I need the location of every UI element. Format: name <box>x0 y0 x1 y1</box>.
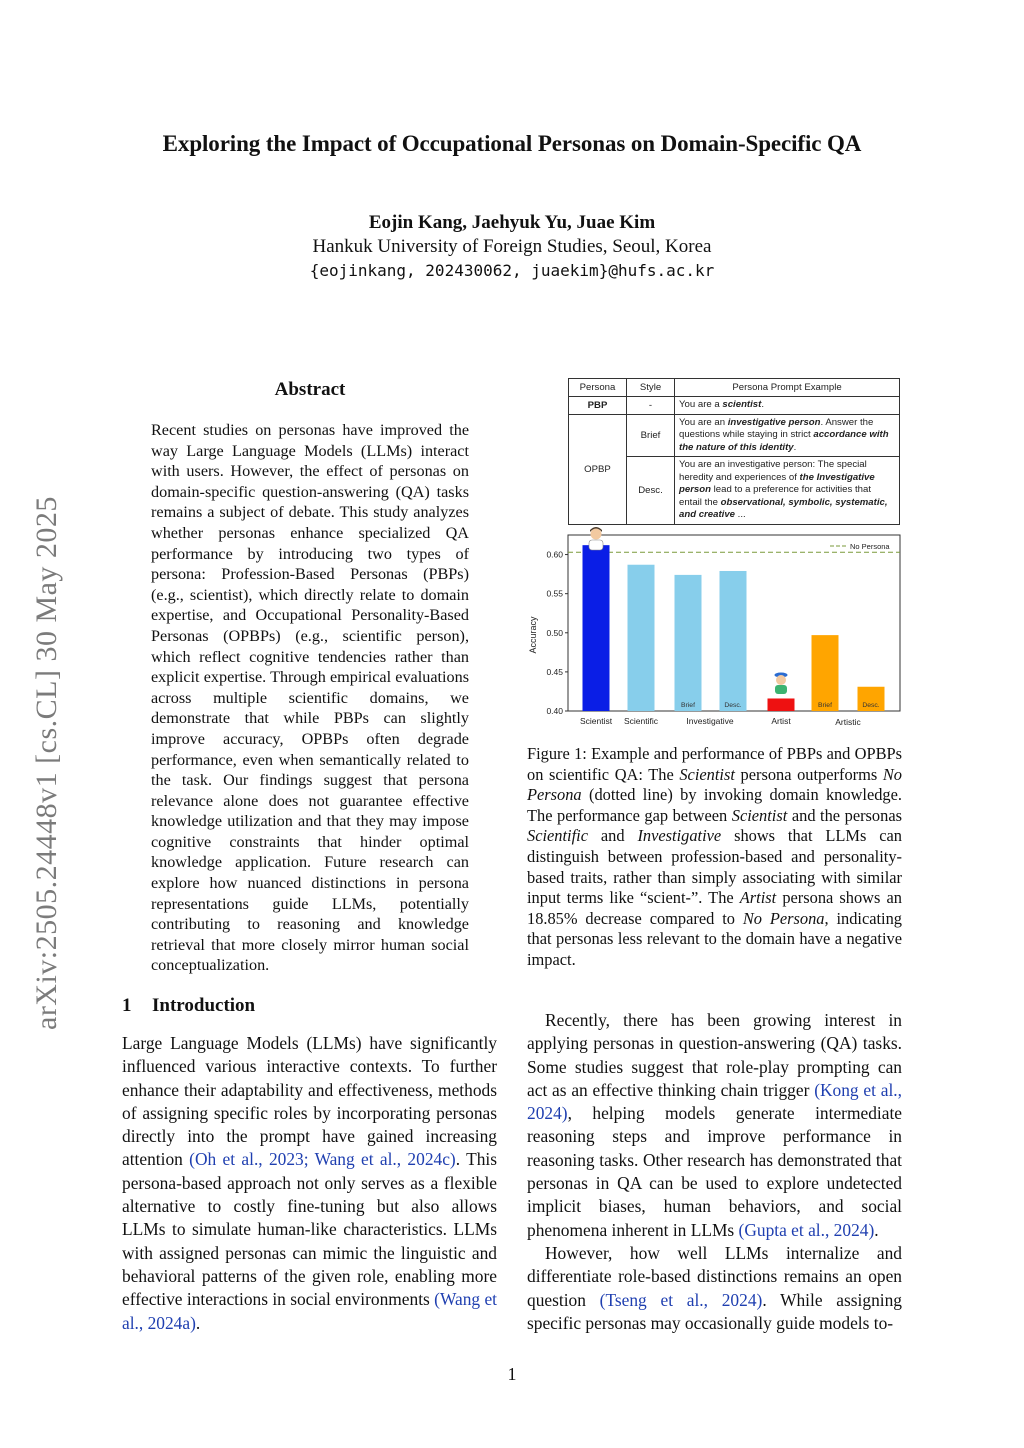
x-tick-label: Artist <box>771 716 791 726</box>
paragraph-text: Recently, there has been growing interest in applying personas in question-answering (QA) tasks. Some studies suggest that role-play prompting can act as an effective thinking chain trigger <box>527 1010 902 1100</box>
x-tick-label: Scientific <box>623 716 659 726</box>
citation-link[interactable]: (Kong et al., 2024) <box>527 1079 902 1124</box>
column-header: Persona <box>569 379 627 397</box>
scientist-avatar-icon <box>589 527 603 550</box>
persona-cell: OPBP <box>569 414 627 524</box>
right-column-text <box>527 1009 902 1335</box>
column-header: Persona Prompt Example <box>675 379 900 397</box>
page-number: 1 <box>507 1364 517 1384</box>
intro-paragraph-1 <box>122 1032 497 1335</box>
style-cell: Desc. <box>627 457 675 525</box>
caption-italic: Scientist <box>679 764 735 784</box>
prompt-text: You are an investigative person: The special heredity and experiences of <box>679 459 867 483</box>
y-tick-label: 0.45 <box>546 666 563 677</box>
arxiv-identifier: arXiv:2505.24448v1 [cs.CL] 30 May 2025 <box>30 496 63 1030</box>
caption-label: Figure 1: <box>527 744 592 763</box>
prompt-text: lead to a preference for activities that entail the <box>679 484 871 508</box>
prompt-emphasis: scientist <box>722 399 762 410</box>
legend-label: No Persona <box>850 542 890 551</box>
abstract-heading: Abstract <box>274 379 346 400</box>
caption-text: persona outperforms <box>734 764 883 784</box>
persona-prompt-table <box>568 378 900 525</box>
prompt-text: . Answer the questions while staying in strict <box>679 416 874 440</box>
caption-text: , indicating that personas less relevant to the domain have a negative impact. <box>527 908 902 969</box>
prompt-emphasis: observational, symbolic, systematic, and creative <box>679 496 888 520</box>
prompt-text: . <box>761 399 764 410</box>
table-header-row <box>569 379 900 397</box>
paragraph-text: , helping models generate intermediate reasoning steps and improve performance in reasoning tasks. Other research has demonstrated that personas in QA can be used to explore undetected implicit biases, human behaviors, and social phenomena inherent in LLMs <box>527 1103 902 1240</box>
x-tick-label: Scientist <box>579 716 613 726</box>
bar-style-label: Brief <box>818 702 832 709</box>
prompt-cell <box>675 397 900 415</box>
figure-1-caption <box>527 744 902 971</box>
bar-investigative <box>675 575 702 711</box>
bar-style-label: Desc. <box>724 702 742 709</box>
paragraph-text: . <box>874 1219 879 1240</box>
prompt-text: You are an <box>679 416 728 428</box>
y-tick-label: 0.40 <box>546 706 563 716</box>
paragraph-text: However, how well LLMs internalize and differentiate role-based distinctions remains an open question <box>527 1242 902 1310</box>
bar-scientific <box>628 565 655 711</box>
x-tick-label: Artistic <box>835 717 861 727</box>
citation-link[interactable]: (Oh et al., 2023; Wang et al., 2024c) <box>189 1149 456 1170</box>
prompt-emphasis: accordance with the nature of this identity <box>679 429 889 453</box>
style-cell: Brief <box>627 414 675 457</box>
caption-text: and <box>588 826 638 846</box>
section-number: 1 <box>122 995 132 1016</box>
legend <box>830 542 890 551</box>
column-header: Style <box>627 379 675 397</box>
intro-paragraph-2 <box>527 1009 902 1242</box>
prompt-emphasis: investigative person <box>727 416 821 428</box>
prompt-text: You are a <box>679 399 723 410</box>
bar-scientist <box>583 545 610 711</box>
bar-artistic <box>812 635 839 711</box>
caption-italic: Artist <box>739 888 777 908</box>
x-tick-label: Investigative <box>686 716 734 726</box>
prompt-emphasis: the Investigative person <box>679 471 875 495</box>
caption-italic: No Persona <box>742 908 825 928</box>
paragraph-text: . <box>195 1312 201 1333</box>
y-tick-label: 0.55 <box>546 588 563 599</box>
caption-text: shows that LLMs can distinguish between profession-based and personality-based traits, rather than simply associating with similar input terms like “scient-”. The <box>527 826 902 908</box>
accuracy-bar-chart <box>520 525 910 730</box>
intro-paragraph-3 <box>527 1242 902 1335</box>
section-heading-introduction <box>122 995 255 1017</box>
paper-title: Exploring the Impact of Occupational Personas on Domain-Specific QA <box>162 131 862 156</box>
bar-artist <box>768 698 795 711</box>
caption-italic: Scientific <box>527 826 588 846</box>
citation-link[interactable]: (Gupta et al., 2024) <box>738 1219 875 1240</box>
y-axis-label: Accuracy <box>528 616 538 654</box>
authors: Eojin Kang, Jaehyuk Yu, Juae Kim <box>368 212 656 233</box>
prompt-text: . <box>793 441 797 453</box>
paragraph-text: . While assigning specific personas may occasionally guide models to- <box>527 1289 902 1333</box>
prompt-cell <box>675 457 900 525</box>
abstract-text: Recent studies on personas have improved the way Large Language Models (LLMs) interact with users. However, the effect of personas on domain-specific question-answering (QA) tasks remains a subject of debate. This study analyzes whether personas enhance specialized QA performance by introducing two types of persona: Profession-Based Personas (PBPs) (e.g., scientist), which directly relate to domain expertise, and Occupational Personality-Based Personas (OPBPs) (e.g., scientific person), which reflect cognitive tendencies rather than explicit expertise. Through empirical evaluations across multiple scientific domains, we demonstrate that while PBPs can slightly improve accuracy, OPBPs often degrade performance, even when semantically related to the task. Our findings suggest that persona relevance alone does not guarantee effective knowledge utilization and that they may impose cognitive constraints that hinder optimal knowledge application. Future research can explore how nuanced distinctions in persona representations guide LLMs, potentially contributing to reasoning and knowledge retrieval that more closely mirror human social conceptualization. <box>151 421 469 975</box>
author-emails: {eojinkang, 202430062, juaekim}@hufs.ac.kr <box>309 261 715 280</box>
caption-italic: Investigative <box>637 826 722 846</box>
citation-link[interactable]: (Wang et al., 2024a) <box>122 1289 497 1333</box>
section-title: Introduction <box>152 995 256 1016</box>
prompt-text: ... <box>735 509 746 520</box>
y-tick-label: 0.60 <box>546 549 563 560</box>
bar-investigative <box>720 571 747 711</box>
paragraph-text: Large Language Models (LLMs) have significantly influenced various interactive contexts. To further enhance their adaptability and effectiveness, methods of assigning specific roles by incorporating personas directly into the prompt have gained increasing attention <box>122 1033 497 1170</box>
caption-text: Example and performance of PBPs and OPBPs on scientific QA: The <box>527 744 902 784</box>
prompt-cell <box>675 414 900 457</box>
y-tick-label: 0.50 <box>546 627 563 638</box>
caption-text: persona shows an 18.85% decrease compared to <box>527 888 902 928</box>
bar-style-label: Desc. <box>862 702 880 709</box>
artist-avatar-icon <box>775 673 788 695</box>
bar-style-label: Brief <box>681 702 695 709</box>
caption-text: (dotted line) by invoking domain knowledge. The performance gap between <box>527 785 902 825</box>
paragraph-text: . This persona-based approach not only serves as a flexible alternative to costly fine-tuning but also allows LLMs to simulate human-like characteristics. LLMs with assigned personas can mimic the linguistic and behavioral patterns of the given role, enabling more effective interactions in social environments <box>122 1149 497 1310</box>
style-cell: - <box>627 397 675 415</box>
caption-italic: No Persona <box>527 764 902 805</box>
caption-text: and the personas <box>787 805 902 825</box>
affiliation: Hankuk University of Foreign Studies, Seoul, Korea <box>312 236 712 257</box>
table-row-pbp <box>569 397 900 415</box>
persona-cell: PBP <box>569 397 627 415</box>
citation-link[interactable]: (Tseng et al., 2024) <box>599 1289 763 1310</box>
caption-italic: Scientist <box>731 805 788 825</box>
table-row-opbp-brief <box>569 414 900 457</box>
